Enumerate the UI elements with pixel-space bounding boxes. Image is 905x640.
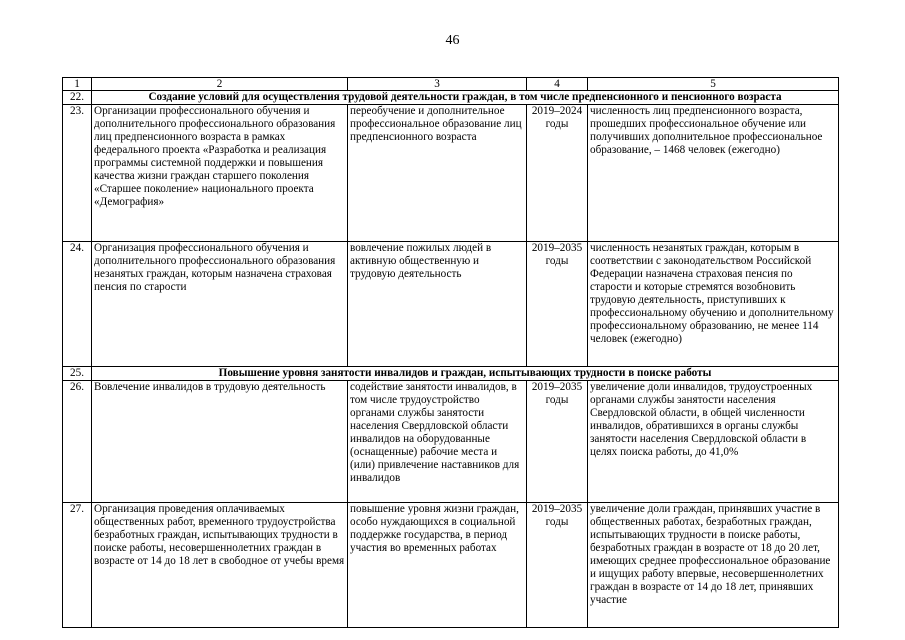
row-period: 2019–2024 годы bbox=[527, 105, 588, 242]
table-row bbox=[63, 503, 839, 628]
measures-table bbox=[62, 77, 839, 628]
row-activity: Вовлечение инвалидов в трудовую деятельность bbox=[92, 381, 348, 503]
row-period: 2019–2035 годы bbox=[527, 242, 588, 367]
header-col-5: 5 bbox=[588, 78, 839, 91]
row-number: 24. bbox=[63, 242, 92, 367]
header-col-3: 3 bbox=[348, 78, 527, 91]
table-row bbox=[63, 381, 839, 503]
row-number: 27. bbox=[63, 503, 92, 628]
table-row bbox=[63, 242, 839, 367]
row-activity: Организация профессионального обучения и дополнительного профессионального образования незанятых граждан, которым назначена страховая пенсия по старости bbox=[92, 242, 348, 367]
section-number: 22. bbox=[63, 91, 92, 105]
header-col-1: 1 bbox=[63, 78, 92, 91]
section-row bbox=[63, 91, 839, 105]
row-period: 2019–2035 годы bbox=[527, 381, 588, 503]
row-goal: вовлечение пожилых людей в активную общественную и трудовую деятельность bbox=[348, 242, 527, 367]
table-row bbox=[63, 105, 839, 242]
row-goal: содействие занятости инвалидов, в том числе трудоустройство органами службы занятости населения Свердловской области инвалидов на оборудованные (оснащенные) рабочие места и (или) привлечение наставников для инвалидов bbox=[348, 381, 527, 503]
section-title: Создание условий для осуществления трудовой деятельности граждан, в том числе предпенсионного и пенсионного возраста bbox=[92, 91, 839, 105]
row-number: 23. bbox=[63, 105, 92, 242]
section-row bbox=[63, 367, 839, 381]
row-goal: повышение уровня жизни граждан, особо нуждающихся в социальной поддержке государства, в период участия во временных работах bbox=[348, 503, 527, 628]
row-indicator: увеличение доли граждан, принявших участие в общественных работах, безработных граждан, испытывающих трудности в поиске работы, безработных граждан в возрасте от 18 до 20 лет, имеющих среднее профессиональное образование и ищущих работу впервые, несовершеннолетних граждан в возрасте от 14 до 18 лет, принявших участие bbox=[588, 503, 839, 628]
header-col-2: 2 bbox=[92, 78, 348, 91]
header-col-4: 4 bbox=[527, 78, 588, 91]
row-activity: Организация проведения оплачиваемых общественных работ, временного трудоустройства безработных граждан, испытывающих трудности в поиске работы, несовершеннолетних граждан в возрасте от 14 до 18 лет в свободное от учебы время bbox=[92, 503, 348, 628]
row-activity: Организации профессионального обучения и дополнительного профессионального образования лиц предпенсионного возраста в рамках федерального проекта «Разработка и реализация программы системной поддержки и повышения качества жизни граждан старшего поколения «Старшее поколение» национального проекта «Демография» bbox=[92, 105, 348, 242]
section-number: 25. bbox=[63, 367, 92, 381]
row-indicator: увеличение доли инвалидов, трудоустроенных органами службы занятости населения Свердловской области, в общей численности инвалидов, обратившихся в органы службы занятости населения Свердловской области в целях поиска работы, до 41,0% bbox=[588, 381, 839, 503]
row-indicator: численность лиц предпенсионного возраста, прошедших профессиональное обучение или получивших дополнительное профессиональное образование, – 1468 человек (ежегодно) bbox=[588, 105, 839, 242]
header-row bbox=[63, 78, 839, 91]
row-indicator: численность незанятых граждан, которым в соответствии с законодательством Российской Федерации назначена страховая пенсия по старости и которые стремятся возобновить трудовую деятельность, приступивших к профессиональному обучению и дополнительному профессиональному образованию, не менее 114 человек (ежегодно) bbox=[588, 242, 839, 367]
row-number: 26. bbox=[63, 381, 92, 503]
page-number: 46 bbox=[445, 33, 460, 48]
row-period: 2019–2035 годы bbox=[527, 503, 588, 628]
section-title: Повышение уровня занятости инвалидов и граждан, испытывающих трудности в поиске работы bbox=[92, 367, 839, 381]
row-goal: переобучение и дополнительное профессиональное образование лиц предпенсионного возраста bbox=[348, 105, 527, 242]
